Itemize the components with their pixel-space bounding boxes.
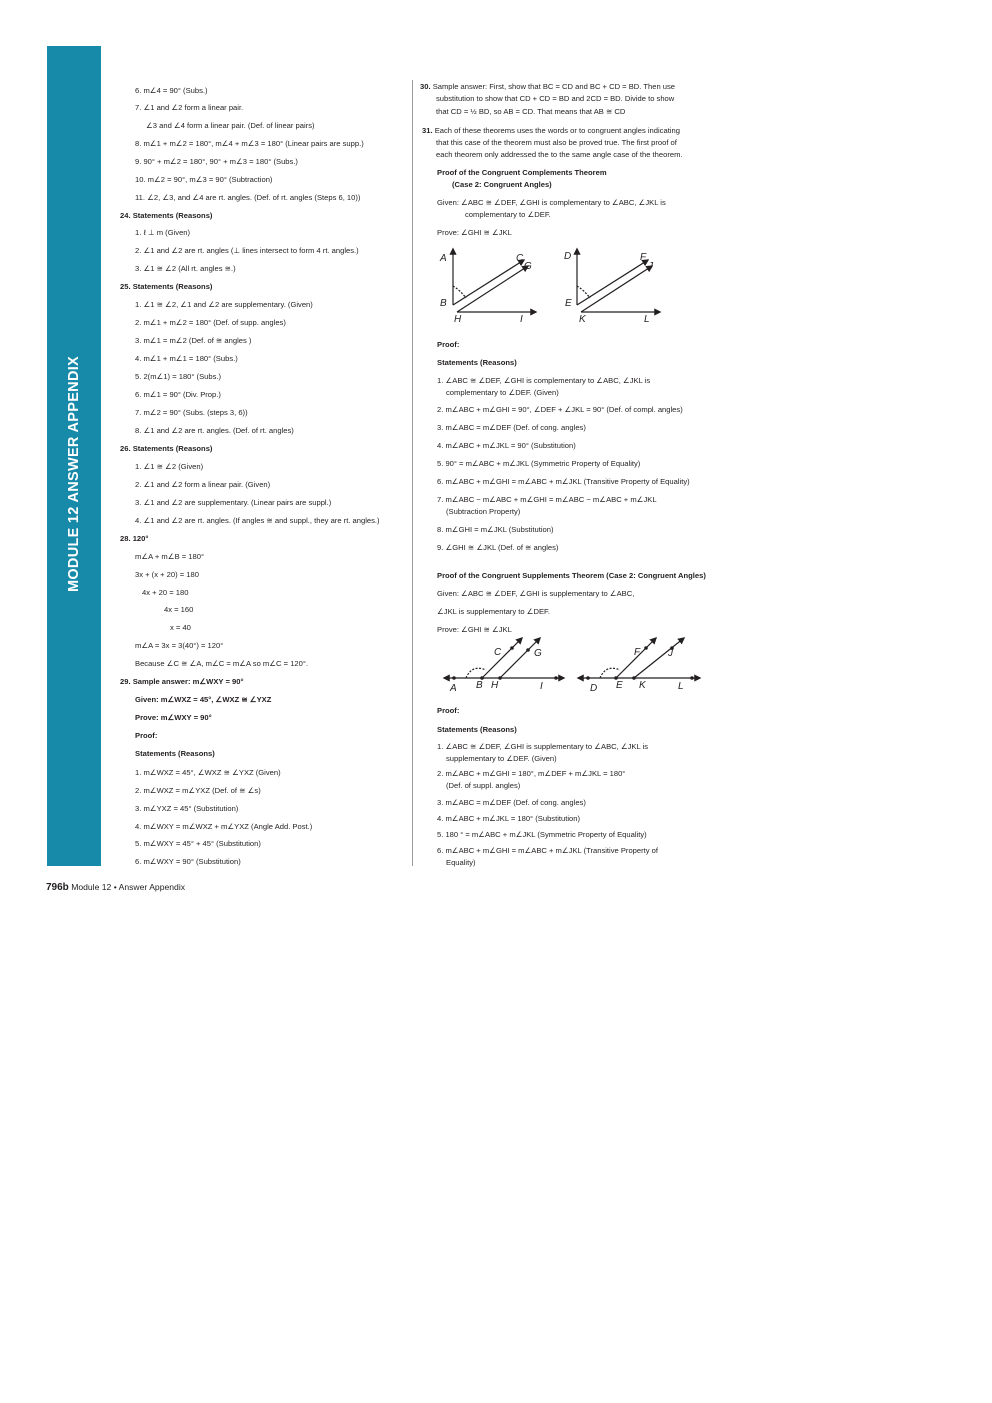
line-text: (Case 2: Congruent Angles) (452, 180, 552, 189)
text-line (465, 210, 551, 220)
line-text: Prove: m∠WXY = 90° (135, 713, 212, 722)
line-text: Statements (Reasons) (132, 444, 213, 453)
text-line (135, 336, 251, 346)
text-line (437, 607, 550, 617)
line-text: 3. ∠1 and ∠2 are supplementary. (Linear pairs are suppl.) (135, 498, 332, 507)
line-text: Statements (Reasons) (135, 749, 215, 758)
point-label: F (640, 252, 647, 263)
point-label: H (454, 314, 462, 325)
text-line (437, 830, 647, 840)
text-line (437, 376, 650, 386)
line-text: substitution to show that CD + CD = BD and 2CD = BD. Divide to show (436, 94, 675, 103)
text-line (135, 318, 286, 328)
line-text: Prove: ∠GHI ≅ ∠JKL (437, 228, 512, 237)
text-line (135, 804, 238, 814)
text-line (135, 570, 199, 580)
problem-number: 28. (120, 534, 131, 543)
text-line (135, 193, 360, 203)
text-line (135, 372, 221, 382)
line-text: 3. m∠1 = m∠2 (Def. of ≅ angles ) (135, 336, 252, 345)
line-text: 120° (132, 534, 149, 543)
text-line (135, 659, 308, 669)
text-line (437, 525, 554, 535)
text-line (120, 677, 243, 687)
point-label: L (678, 681, 684, 692)
ray-ef (577, 260, 648, 305)
text-line (135, 480, 270, 490)
text-line (437, 340, 459, 350)
line-text: 9. 90° + m∠2 = 180°, 90° + m∠3 = 180° (Subs.) (135, 157, 298, 166)
problem-number: 29. (120, 677, 131, 686)
text-line (437, 589, 634, 599)
text-line (437, 543, 558, 553)
line-text: Proof: (135, 731, 158, 740)
text-line (422, 126, 680, 136)
line-text: 3. ∠1 ≅ ∠2 (All rt. angles ≅.) (135, 264, 236, 273)
line-text: 2. m∠1 + m∠2 = 180° (Def. of supp. angles) (135, 318, 286, 327)
text-line (170, 623, 191, 633)
point-label: D (564, 251, 572, 262)
line-text: 3x + (x + 20) = 180 (135, 570, 199, 579)
line-text: 1. ∠ABC ≅ ∠DEF, ∠GHI is supplementary to ∠ABC, ∠JKL is (437, 742, 649, 751)
point-label: K (579, 314, 586, 325)
problem-number: 30. (420, 82, 431, 91)
line-text: Given: m∠WXZ = 45°, ∠WXZ ≅ ∠YXZ (135, 695, 272, 704)
angle-arc (577, 286, 590, 298)
text-line (135, 139, 364, 149)
line-text: Equality) (446, 858, 476, 867)
line-text: Because ∠C ≅ ∠A, m∠C = m∠A so m∠C = 120°. (135, 659, 309, 668)
line-text: 5. 2(m∠1) = 180° (Subs.) (135, 372, 222, 381)
line-text: 1. ∠ABC ≅ ∠DEF, ∠GHI is complementary to ∠ABC, ∠JKL is (437, 376, 651, 385)
line-text: 1. m∠WXZ = 45°, ∠WXZ ≅ ∠YXZ (Given) (135, 768, 281, 777)
point-label: C (494, 647, 502, 658)
point-label: E (565, 298, 572, 309)
text-line (437, 846, 658, 856)
line-text: 1. ℓ ⊥ m (Given) (135, 228, 191, 237)
sidebar-title: MODULE 12 ANSWER APPENDIX (66, 355, 82, 593)
text-line (135, 695, 271, 705)
point-label: L (644, 314, 650, 325)
line-text: ∠JKL is supplementary to ∠DEF. (437, 607, 550, 616)
text-line (135, 516, 380, 526)
text-line (437, 725, 517, 735)
text-line (135, 462, 203, 472)
text-line (446, 754, 557, 764)
point-label: F (634, 647, 641, 658)
line-text: 7. m∠ABC − m∠ABC + m∠GHI = m∠ABC − m∠ABC + m∠JKL (437, 495, 657, 504)
ray-hg (457, 266, 528, 312)
line-text: 6. m∠1 = 90° (Div. Prop.) (135, 390, 221, 399)
line-text: Statements (Reasons) (437, 725, 517, 734)
line-text: supplementary to ∠DEF. (Given) (446, 754, 557, 763)
line-text: 5. 180 ° = m∠ABC + m∠JKL (Symmetric Property of Equality) (437, 830, 647, 839)
text-line (436, 150, 683, 160)
line-text: (Def. of suppl. angles) (446, 781, 521, 790)
point-label: B (476, 680, 483, 691)
text-line (135, 768, 281, 778)
line-text: Sample answer: First, show that BC = CD and BC + CD = BD. Then use (432, 82, 676, 91)
supplements-figure (436, 636, 716, 696)
line-text: 6. m∠WXY = 90° (Substitution) (135, 857, 241, 866)
line-text: 2. ∠1 and ∠2 are rt. angles (⊥ lines intersect to form 4 rt. angles.) (135, 246, 359, 255)
text-line (437, 228, 512, 238)
text-line (446, 388, 559, 398)
line-text: that CD = ½ BD, so AB = CD. That means that AB ≅ CD (436, 107, 626, 116)
line-text: 10. m∠2 = 90°, m∠3 = 90° (Subtraction) (135, 175, 273, 184)
line-text: m∠A + m∠B = 180° (135, 552, 204, 561)
line-text: Proof of the Congruent Complements Theorem (437, 168, 607, 177)
problem-number: 25. (120, 282, 131, 291)
text-line (437, 706, 459, 716)
text-line (135, 228, 190, 238)
line-text: 8. m∠GHI = m∠JKL (Substitution) (437, 525, 554, 534)
text-line (436, 107, 625, 117)
text-line (437, 459, 640, 469)
line-text: 6. m∠ABC + m∠GHI = m∠ABC + m∠JKL (Transitive Property of (437, 846, 658, 855)
text-line (135, 103, 243, 113)
text-line (135, 641, 223, 651)
line-text: Statements (Reasons) (132, 211, 213, 220)
point-label: J (668, 648, 673, 659)
angle-arc (453, 286, 466, 298)
footer-text: Module 12 • Answer Appendix (71, 882, 186, 892)
line-text: complementary to ∠DEF. (Given) (446, 388, 559, 397)
line-text: Statements (Reasons) (437, 358, 517, 367)
text-line (135, 822, 312, 832)
text-line (437, 495, 657, 505)
line-text: x = 40 (170, 623, 191, 632)
text-line (135, 713, 212, 723)
text-line (164, 605, 193, 615)
line-text: 2. m∠WXZ = m∠YXZ (Def. of ≅ ∠s) (135, 786, 261, 795)
line-text: Proof: (437, 340, 460, 349)
text-line (446, 507, 520, 517)
text-line (437, 742, 648, 752)
point-label: A (440, 253, 447, 264)
text-line (120, 534, 148, 544)
line-text: Given: ∠ABC ≅ ∠DEF, ∠GHI is complementary to ∠ABC, ∠JKL is (437, 198, 666, 207)
point-label: B (440, 298, 447, 309)
point-label: E (616, 680, 623, 691)
text-line (135, 839, 261, 849)
figure-abc-ghi (453, 249, 536, 312)
text-line (135, 552, 204, 562)
text-line (120, 282, 212, 292)
line-text: 7. ∠1 and ∠2 form a linear pair. (135, 103, 244, 112)
text-line (135, 354, 238, 364)
point-label: I (520, 314, 523, 325)
text-line (135, 86, 208, 96)
line-text: 3. m∠ABC = m∠DEF (Def. of cong. angles) (437, 423, 586, 432)
point-label: A (450, 683, 457, 694)
complements-figure (436, 244, 696, 324)
line-text: 8. ∠1 and ∠2 are rt. angles. (Def. of rt. angles) (135, 426, 294, 435)
point-label: G (524, 261, 532, 272)
ray-kj (634, 638, 684, 678)
line-text: each theorem only addressed the to the same angle case of the theorem. (436, 150, 683, 159)
line-text: 4. m∠1 + m∠1 = 180° (Subs.) (135, 354, 238, 363)
line-text: Each of these theorems uses the words or to congruent angles indicating (434, 126, 680, 135)
point-label: K (639, 680, 646, 691)
text-line (437, 168, 607, 178)
line-text: 9. ∠GHI ≅ ∠JKL (Def. of ≅ angles) (437, 543, 559, 552)
text-line (135, 246, 359, 256)
line-text: 5. m∠WXY = 45° + 45° (Substitution) (135, 839, 261, 848)
line-text: Proof of the Congruent Supplements Theorem (Case 2: Congruent Angles) (437, 571, 706, 580)
text-line (437, 798, 586, 808)
point-label: I (540, 681, 543, 692)
text-line (452, 180, 552, 190)
line-text: 2. m∠ABC + m∠GHI = 180°, m∠DEF + m∠JKL = 180° (437, 769, 626, 778)
point-label: H (491, 680, 499, 691)
figure-def-jkl (578, 638, 700, 678)
text-line (135, 857, 241, 867)
text-line (120, 211, 212, 221)
line-text: m∠A = 3x = 3(40°) = 120° (135, 641, 224, 650)
problem-number: 26. (120, 444, 131, 453)
text-line (135, 749, 215, 759)
text-line (437, 814, 580, 824)
text-line (135, 498, 331, 508)
line-text: 1. ∠1 ≅ ∠2 (Given) (135, 462, 204, 471)
text-line (437, 625, 512, 635)
problem-number: 31. (422, 126, 433, 135)
line-text: 3. m∠YXZ = 45° (Substitution) (135, 804, 239, 813)
text-line (135, 731, 157, 741)
page-number: 796b (46, 882, 69, 893)
line-text: 11. ∠2, ∠3, and ∠4 are rt. angles. (Def. of rt. angles (Steps 6, 10)) (135, 193, 361, 202)
line-text: 6. m∠ABC + m∠GHI = m∠ABC + m∠JKL (Transitive Property of Equality) (437, 477, 690, 486)
ray-bc (453, 260, 524, 305)
line-text: 8. m∠1 + m∠2 = 180°, m∠4 + m∠3 = 180° (Linear pairs are supp.) (135, 139, 364, 148)
ray-kj (581, 266, 652, 312)
text-line (437, 198, 666, 208)
text-line (135, 426, 294, 436)
line-text: that this case of the theorem must also be proved true. The first proof of (436, 138, 677, 147)
text-line (135, 157, 298, 167)
line-text: Given: ∠ABC ≅ ∠DEF, ∠GHI is supplementary to ∠ABC, (437, 589, 635, 598)
text-line (437, 441, 576, 451)
text-line (135, 786, 261, 796)
line-text: 7. m∠2 = 90° (Subs. (steps 3, 6)) (135, 408, 248, 417)
text-line (146, 121, 315, 131)
line-text: Statements (Reasons) (132, 282, 213, 291)
text-line (437, 405, 683, 415)
text-line (135, 300, 313, 310)
text-line (436, 94, 674, 104)
text-line (437, 358, 517, 368)
line-text: Sample answer: m∠WXY = 90° (132, 677, 244, 686)
line-text: 6. m∠4 = 90° (Subs.) (135, 86, 208, 95)
line-text: 4. ∠1 and ∠2 are rt. angles. (If angles ≅ and suppl., they are rt. angles.) (135, 516, 380, 525)
ray-ef (616, 638, 656, 678)
line-text: complementary to ∠DEF. (465, 210, 551, 219)
line-text: 2. ∠1 and ∠2 form a linear pair. (Given) (135, 480, 271, 489)
text-line (120, 444, 212, 454)
figure-abc-ghi (444, 638, 564, 678)
line-text: 4. m∠ABC + m∠JKL = 180° (Substitution) (437, 814, 580, 823)
point-dots (452, 646, 694, 680)
text-line (135, 408, 248, 418)
line-text: ∠3 and ∠4 form a linear pair. (Def. of linear pairs) (146, 121, 315, 130)
text-line (420, 82, 675, 92)
text-line (135, 175, 272, 185)
line-text: 4. m∠WXY = m∠WXZ + m∠YXZ (Angle Add. Post.) (135, 822, 313, 831)
point-label: G (534, 648, 542, 659)
point-label: D (590, 683, 598, 694)
ray-bc (482, 638, 522, 678)
text-line (135, 390, 221, 400)
line-text: 4. m∠ABC + m∠JKL = 90° (Substitution) (437, 441, 576, 450)
text-line (437, 769, 625, 779)
line-text: 4x = 160 (164, 605, 194, 614)
text-line (437, 423, 586, 433)
line-text: Prove: ∠GHI ≅ ∠JKL (437, 625, 512, 634)
text-line (437, 477, 690, 487)
point-label: J (648, 261, 653, 272)
figure-def-jkl (577, 249, 660, 312)
line-text: 3. m∠ABC = m∠DEF (Def. of cong. angles) (437, 798, 586, 807)
text-line (437, 571, 706, 581)
line-text: 4x + 20 = 180 (142, 588, 189, 597)
text-line (446, 858, 476, 868)
text-line (436, 138, 677, 148)
line-text: 5. 90° = m∠ABC + m∠JKL (Symmetric Property of Equality) (437, 459, 641, 468)
page-footer (46, 882, 185, 893)
text-line (142, 588, 188, 598)
text-line (446, 781, 520, 791)
line-text: (Subtraction Property) (446, 507, 521, 516)
line-text: 1. ∠1 ≅ ∠2, ∠1 and ∠2 are supplementary. (Given) (135, 300, 313, 309)
line-text: 2. m∠ABC + m∠GHI = 90°, ∠DEF + ∠JKL = 90° (Def. of compl. angles) (437, 405, 683, 414)
column-divider (412, 80, 413, 866)
problem-number: 24. (120, 211, 131, 220)
text-line (135, 264, 236, 274)
point-label: C (516, 253, 524, 264)
line-text: Proof: (437, 706, 460, 715)
